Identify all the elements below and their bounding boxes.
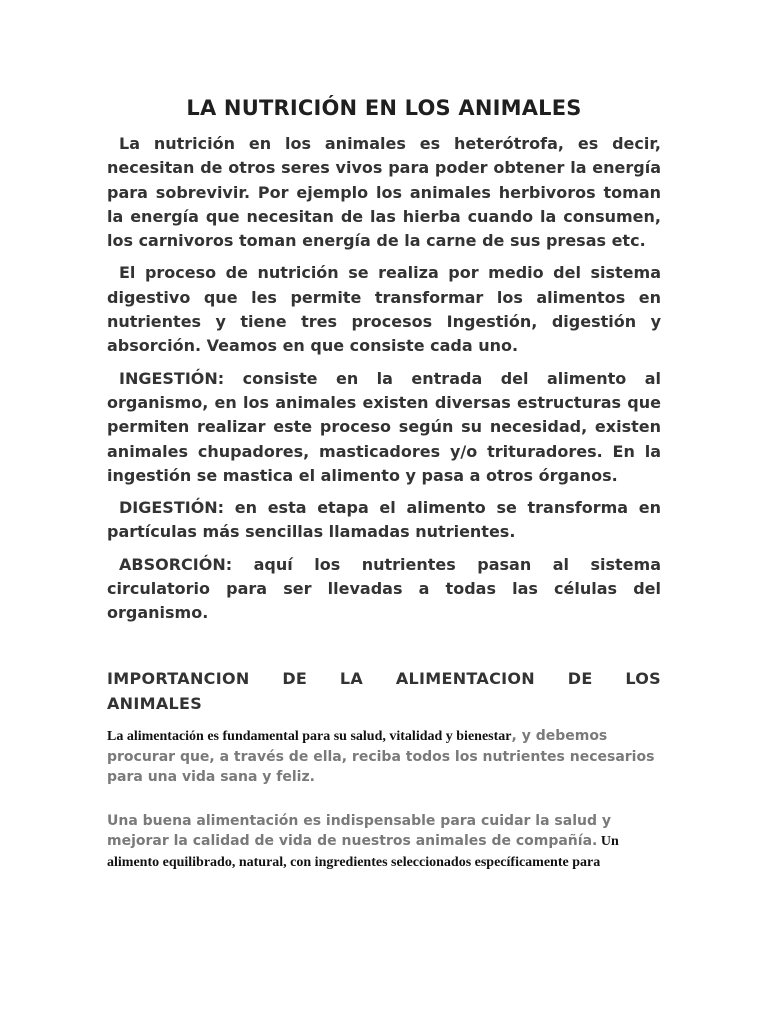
ingestion-term: INGESTIÓN: — [119, 368, 225, 388]
section-heading-line1: IMPORTANCION DE LA ALIMENTACION DE LOS — [107, 668, 661, 688]
absorption-paragraph — [107, 553, 661, 626]
absorption-term: ABSORCIÓN: — [119, 554, 233, 574]
ingestion-paragraph — [107, 367, 661, 488]
quality-paragraph — [107, 811, 661, 873]
document-body — [107, 92, 661, 897]
importance-sans-text: , y debemos procurar que, a través de ella, reciba todos los nutrientes necesarios para una vida sana y feliz. — [107, 727, 655, 785]
quality-serif-text: Un alimento equilibrado, natural, con ingredientes seleccionados específicamente para — [107, 833, 619, 870]
quality-sans-text: Una buena alimentación es indispensable para cuidar la salud y mejorar la calidad de vida de nuestros animales de compañía. — [107, 812, 611, 849]
importance-serif-text: La alimentación es fundamental para su salud, vitalidad y bienestar — [107, 728, 512, 744]
process-paragraph: El proceso de nutrición se realiza por medio del sistema digestivo que les permite transformar los alimentos en nutrientes y tiene tres procesos Ingestión, digestión y absorción. Veamos en que consiste cada uno. — [107, 263, 661, 356]
digestion-term: DIGESTIÓN: — [119, 498, 225, 518]
section-heading-line2: ANIMALES — [107, 693, 203, 713]
section-heading — [107, 666, 661, 716]
intro-paragraph: La nutrición en los animales es heterótrofa, es decir, necesitan de otros seres vivos para poder obtener la energía para sobrevivir. Por ejemplo los animales herbivoros toman la energía que necesitan de las hierba cuando la consumen, los carnivoros toman energía de la carne de sus presas etc. — [107, 134, 661, 251]
digestion-paragraph — [107, 496, 661, 545]
digestion-text: en esta etapa el alimento se transforma en partículas más sencillas llamadas nutrientes. — [107, 498, 661, 542]
document-title: LA NUTRICIÓN EN LOS ANIMALES — [186, 96, 582, 120]
ingestion-text: consiste en la entrada del alimento al organismo, en los animales existen diversas estructuras que permiten realizar este proceso según su necesidad, existen animales chupadores, masticadores y/o trituradores. En la ingestión se mastica el alimento y pasa a otros órganos. — [107, 368, 661, 485]
importance-paragraph — [107, 726, 661, 787]
absorption-text: aquí los nutrientes pasan al sistema circulatorio para ser llevadas a todas las células del organismo. — [107, 554, 661, 623]
